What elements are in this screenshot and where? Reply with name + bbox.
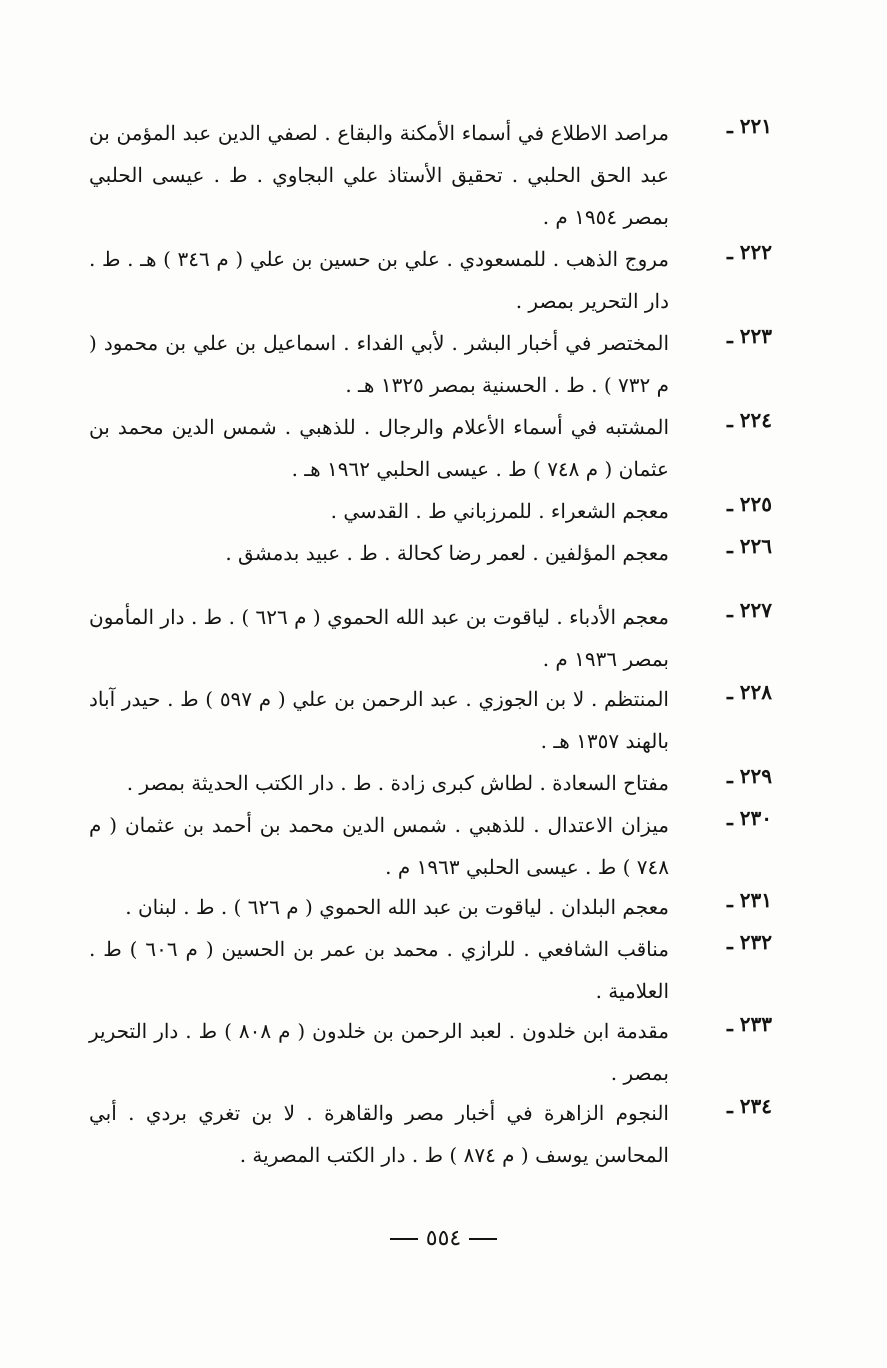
entry-number: ٢٢٨ ـ <box>726 680 772 704</box>
entry-text: مفتاح السعادة . لطاش كبرى زادة . ط . دار الكتب الحديثة بمصر . <box>126 771 669 795</box>
entry-text: ميزان الاعتدال . للذهبي . شمس الدين محمد بن أحمد بن عثمان ( م ٧٤٨ ) ط . عيسى الحلبي ١٩٦٣ م . <box>89 813 669 879</box>
entry-text: مراصد الاطلاع في أسماء الأمكنة والبقاع . لصفي الدين عبد المؤمن بن عبد الحق الحلبي . تحقيق الأستاذ علي البجاوي . ط . عيسى الحلبي بمصر ١٩٥٤ م . <box>89 121 669 229</box>
entry-number: ٢٢٤ ـ <box>726 408 772 432</box>
entry-text: معجم البلدان . لياقوت بن عبد الله الحموي ( م ٦٢٦ ) . ط . لبنان . <box>125 895 669 919</box>
entry-number: ٢٢٥ ـ <box>726 492 772 516</box>
page-footer <box>0 1226 887 1251</box>
entry-number: ٢٣١ ـ <box>726 888 772 912</box>
entry-number: ٢٣٢ ـ <box>726 930 772 954</box>
entry-text: مقدمة ابن خلدون . لعبد الرحمن بن خلدون ( م ٨٠٨ ) ط . دار التحرير بمصر . <box>89 1019 669 1085</box>
entry-text: المختصر في أخبار البشر . لأبي الفداء . اسماعيل بن علي بن محمود ( م ٧٣٢ ) . ط . الحسنية بمصر ١٣٢٥ هـ . <box>89 331 669 397</box>
entry-text: مروج الذهب . للمسعودي . علي بن حسين بن علي ( م ٣٤٦ ) هـ . ط . دار التحرير بمصر . <box>89 247 669 313</box>
entry-number: ٢٢٧ ـ <box>726 598 772 622</box>
entry-number: ٢٣٤ ـ <box>726 1094 772 1118</box>
footer-dash <box>390 1238 418 1240</box>
entry-number: ٢٢٦ ـ <box>726 534 772 558</box>
entry-text: المشتبه في أسماء الأعلام والرجال . للذهبي . شمس الدين محمد بن عثمان ( م ٧٤٨ ) ط . عيسى الحلبي ١٩٦٢ هـ . <box>89 415 669 481</box>
entry-number: ٢٢٣ ـ <box>726 324 772 348</box>
entry-text: معجم الأدباء . لياقوت بن عبد الله الحموي ( م ٦٢٦ ) . ط . دار المأمون بمصر ١٩٣٦ م . <box>89 605 669 671</box>
footer-dash <box>469 1238 497 1240</box>
entry-text: المنتظم . لا بن الجوزي . عبد الرحمن بن علي ( م ٥٩٧ ) ط . حيدر آباد بالهند ١٣٥٧ هـ . <box>89 687 669 753</box>
entry-number: ٢٢١ ـ <box>726 114 772 138</box>
entry-text: معجم الشعراء . للمرزباني ط . القدسي . <box>330 499 669 523</box>
entry-number: ٢٣٣ ـ <box>726 1012 772 1036</box>
entry-text: معجم المؤلفين . لعمر رضا كحالة . ط . عبيد بدمشق . <box>225 541 669 565</box>
entry-text: مناقب الشافعي . للرازي . محمد بن عمر بن الحسين ( م ٦٠٦ ) ط . العلامية . <box>89 937 669 1003</box>
entry-number: ٢٢٢ ـ <box>726 240 772 264</box>
entry-number: ٢٢٩ ـ <box>726 764 772 788</box>
entry-number: ٢٣٠ ـ <box>726 806 772 830</box>
entry-text: النجوم الزاهرة في أخبار مصر والقاهرة . لا بن تغري بردي . أبي المحاسن يوسف ( م ٨٧٤ ) ط . دار الكتب المصرية . <box>89 1101 669 1167</box>
page-number: ٥٥٤ <box>425 1226 462 1251</box>
